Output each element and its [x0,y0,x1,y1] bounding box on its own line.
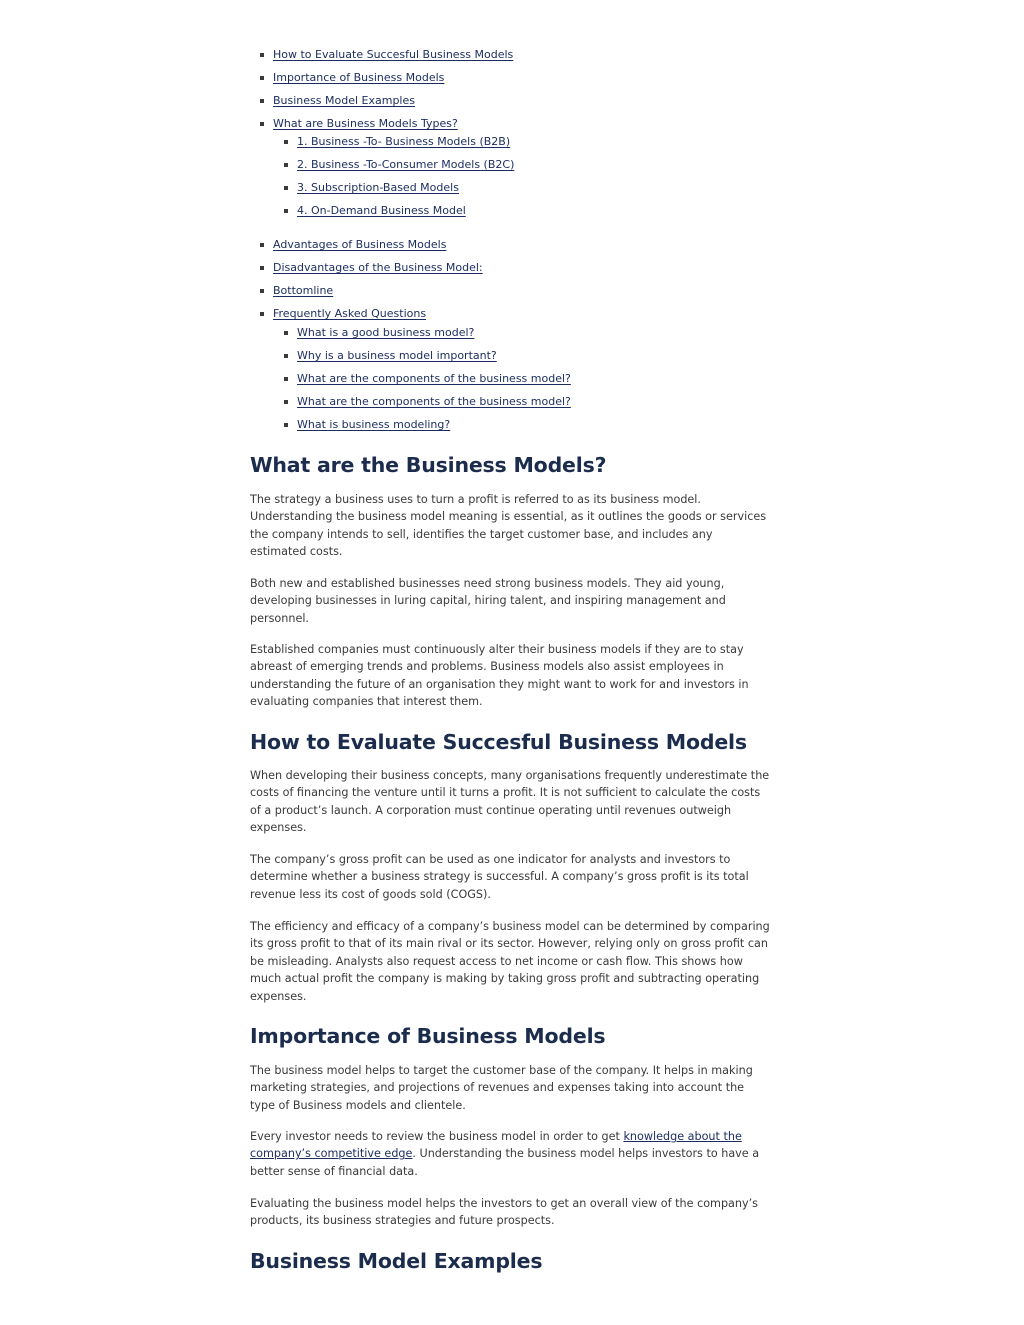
paragraph-text: Every investor needs to review the business model in order to get [250,1130,624,1143]
toc-link-importance[interactable]: Importance of Business Models [273,71,445,84]
toc-link-faq-good-model[interactable]: What is a good business model? [297,326,475,339]
toc-link-advantages[interactable]: Advantages of Business Models [273,238,447,251]
bullet-icon [284,186,288,190]
toc-link-evaluate[interactable]: How to Evaluate Succesful Business Models [273,48,514,61]
heading-evaluate: How to Evaluate Succesful Business Models [250,730,747,754]
toc-link-b2b[interactable]: 1. Business -To- Business Models (B2B) [297,135,511,148]
toc-link-examples[interactable]: Business Model Examples [273,94,415,107]
bullet-icon [284,140,288,144]
heading-importance: Importance of Business Models [250,1024,606,1048]
toc-item [260,48,780,71]
toc-list [260,238,780,325]
bullet-icon [284,209,288,213]
toc-item [260,261,780,284]
bullet-icon [260,76,264,80]
toc-link-subscription[interactable]: 3. Subscription-Based Models [297,181,459,194]
toc-item [260,71,780,94]
bullet-icon [260,99,264,103]
bullet-icon [284,354,288,358]
toc-link-faq-components-2[interactable]: What are the components of the business model? [297,395,571,408]
bullet-icon [284,377,288,381]
bullet-icon [284,423,288,427]
paragraph: The company’s gross profit can be used as one indicator for analysts and investors to determine whether a business strategy is successful. A company’s gross profit is its total revenue less its cost of goods sold (COGS). [250,853,749,901]
toc-subitem [284,158,804,181]
toc-subitem [284,372,804,395]
toc-link-faq-modeling[interactable]: What is business modeling? [297,418,451,431]
bullet-icon [260,266,264,270]
toc-link-b2c[interactable]: 2. Business -To-Consumer Models (B2C) [297,158,515,171]
toc-subitem [284,418,804,441]
paragraph: The strategy a business uses to turn a profit is referred to as its business model. Understanding the business model meaning is essential, as it outlines the goods or services the company intends to sell, identifies the target customer base, and includes any estimated costs. [250,493,767,559]
bullet-icon [260,53,264,57]
bullet-icon [260,122,264,126]
paragraph-with-link [250,1128,772,1180]
paragraph: Evaluating the business model helps the investors to get an overall view of the company’s products, its business strategies and future prospects. [250,1197,759,1228]
competitive-edge-link[interactable]: knowledge about the company’s competitive edge [250,1130,742,1161]
toc-link-types[interactable]: What are Business Models Types? [273,117,458,130]
toc-subitem [284,395,804,418]
toc-subitem [284,326,804,349]
toc-link-faq-components[interactable]: What are the components of the business model? [297,372,571,385]
paragraph: Established companies must continuously alter their business models if they are to stay abreast of emerging trends and problems. Business models also assist employees in understanding the future of an organisation they might want to work for and investors in evaluating companies that interest them. [250,643,749,709]
paragraph: Both new and established businesses need strong business models. They aid young, developing businesses in luring capital, hiring talent, and inspiring management and personnel. [250,577,726,625]
toc-link-bottomline[interactable]: Bottomline [273,284,334,297]
paragraph-text: . Understanding the business model helps investors to have a better sense of financial data. [250,1147,760,1178]
toc-subitem [284,349,804,372]
toc-item [260,307,780,325]
paragraph: When developing their business concepts, many organisations frequently underestimate the costs of financing the venture until it turns a profit. It is not sufficient to calculate the costs of a product’s launch. A corporation must continue operating until revenues outweigh expenses. [250,769,770,835]
toc-subitem [284,181,804,204]
toc-item [260,238,780,261]
toc-sublist-types [284,135,804,227]
bullet-icon [284,331,288,335]
bullet-icon [284,400,288,404]
toc-item [260,94,780,117]
paragraph: The efficiency and efficacy of a company’s business model can be determined by comparing its gross profit to that of its main rival or its sector. However, relying only on gross profit can be misleading. Analysts also request access to net income or cash flow. This shows how much actual profit the company is making by taking gross profit and subtracting operating expenses. [250,920,770,1003]
bullet-icon [260,289,264,293]
heading-what-are-business-models: What are the Business Models? [250,453,607,477]
heading-examples: Business Model Examples [250,1249,543,1273]
bullet-icon [284,163,288,167]
bullet-icon [260,243,264,247]
bullet-icon [260,312,264,316]
toc-list [260,48,780,135]
paragraph: The business model helps to target the customer base of the company. It helps in making marketing strategies, and projections of revenues and expenses taking into account the type of Business models and clientele. [250,1064,753,1112]
toc-subitem [284,135,804,158]
toc-link-disadvantages[interactable]: Disadvantages of the Business Model: [273,261,483,274]
toc-item [260,117,780,135]
toc-sublist-faq [284,326,804,441]
toc-link-faq[interactable]: Frequently Asked Questions [273,307,427,320]
toc-link-on-demand[interactable]: 4. On-Demand Business Model [297,204,466,217]
toc-item [260,284,780,307]
toc-subitem [284,204,804,227]
toc-link-faq-why-important[interactable]: Why is a business model important? [297,349,497,362]
